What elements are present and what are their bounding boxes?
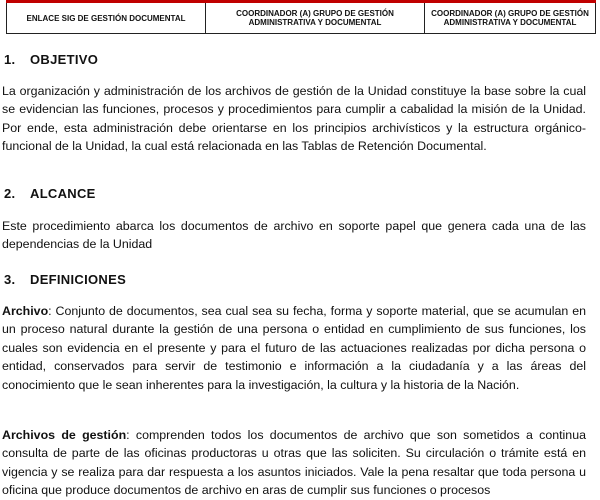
definition-archivos-de-gestion [2, 426, 586, 500]
header-row [7, 2, 596, 34]
signature-header-table [6, 0, 596, 34]
section-number: 2. [4, 186, 16, 201]
section-title: DEFINICIONES [30, 272, 127, 287]
section-number: 1. [4, 52, 16, 67]
header-cell-coordinador-2: COORDINADOR (A) GRUPO DE GESTIÓN ADMINISTRATIVA Y DOCUMENTAL [425, 2, 596, 34]
section-title: OBJETIVO [30, 52, 99, 67]
alcance-paragraph: Este procedimiento abarca los documentos de archivo en soporte papel que genera cada una de las dependencias de la Unidad [2, 219, 586, 252]
header-cell-enlace: ENLACE SIG DE GESTIÓN DOCUMENTAL [7, 2, 206, 34]
header-cell-coordinador-1: COORDINADOR (A) GRUPO DE GESTIÓN ADMINISTRATIVA Y DOCUMENTAL [206, 2, 425, 34]
definition-term: Archivo [2, 304, 49, 318]
definition-text: : comprenden todos los documentos de archivo que son sometidos a continua consulta de parte de las oficinas productoras u otras que las soliciten. Su circulación o trámite está en vigencia y se realiza para dar respuesta a los asuntos iniciados. Vale la pena resaltar que toda persona u oficina que produce documentos de archivo en aras de cumplir sus funciones o procesos [2, 428, 586, 498]
section-number: 3. [4, 272, 16, 287]
section-heading-objetivo [4, 52, 98, 67]
definition-archivo [2, 302, 586, 394]
section-title: ALCANCE [30, 186, 96, 201]
objetivo-paragraph: La organización y administración de los archivos de gestión de la Unidad constituye la base sobre la cual se evidencian las funciones, procesos y procedimientos para cumplir a cabalidad la misión de la Unidad. Por ende, esta administración debe orientarse en los principios archivísticos y la estructura orgánico-funcional de la Unidad, la cual está relacionada en las Tablas de Retención Documental. [2, 84, 586, 154]
definition-term: Archivos de gestión [2, 428, 127, 442]
definition-text: : Conjunto de documentos, sea cual sea su fecha, forma y soporte material, que se acumulan en un proceso natural durante la gestión de una persona o entidad en cumplimiento de sus funciones, los cuales son evidencia en el presente y para el futuro de las actuaciones realizadas por dicha persona o entidad, conservados para servir de testimonio e información a la ciudadanía y a las áreas del conocimiento que le sean inherentes para la investigación, la cultura y la historia de la Nación. [2, 304, 586, 392]
section-heading-definiciones [4, 272, 126, 287]
section-heading-alcance [4, 186, 96, 201]
